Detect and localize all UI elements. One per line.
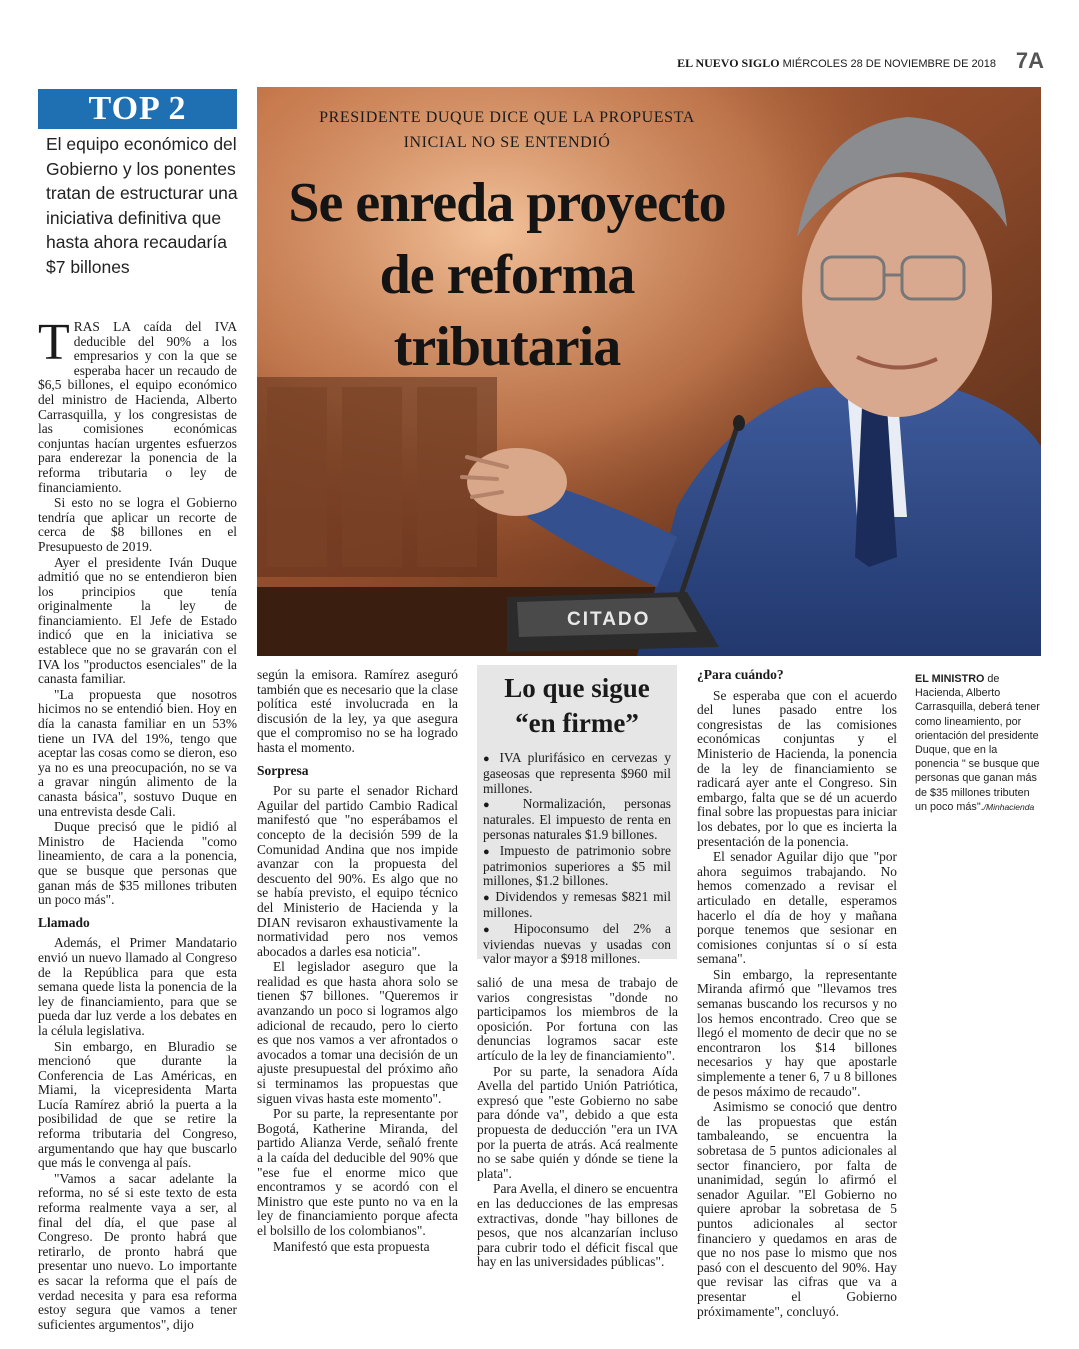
nameplate-text: CITADO (567, 609, 651, 630)
paragraph: Asimismo se conoció que dentro de las propuestas que están tambaleando, se encuentra la sobretasa de 5 puntos adicionales al sector financiero, por falta de unanimidad, según lo afirmó el senador Aguilar. "El Gobierno no quiere aprobar la sobretasa de 5 puntos adicionales al sector financiero y quedamos en aras de que no nos pase lo mismo que nos pasó con el descuento del 90%. Hay que revisar las cifras que va a presentar el Gobierno próximamente", concluyó. (697, 1099, 897, 1319)
article-kicker: PRESIDENTE DUQUE DICE QUE LA PROPUESTA INICIAL NO SE ENTENDIÓ (319, 109, 695, 151)
sidebar-item (483, 890, 671, 921)
paragraph: Sin embargo, la representante Miranda afirmó que "llevamos tres semanas buscando los recursos y no los hemos encontrado. Creo que se llegó el momento de decir que no se encontraron los $14 billones necesarios y hay que apostarle simplemente a tener 6, 7 u 8 billones de pesos máximo de recaudo". (697, 966, 897, 1099)
sidebar-item (483, 844, 671, 889)
paragraph: El senador Aguilar dijo que "por ahora seguimos trabajando. No hemos comenzado a revisar el articulado en detalle, esperamos hacerlo el día de hoy y mañana porque tenemos que sesionar en comisiones conjuntas sí o sí esta semana". (697, 849, 897, 967)
paragraph: según la emisora. Ramírez aseguró también que es necesario que la clase política esté involucrada en la discusión de la ley, ya que asegura que el compromiso no se ha logrado hasta el momento. (257, 667, 458, 755)
paragraph: Si esto no se logra el Gobierno tendría que aplicar un recorte de cerca de $8 billones en el Presupuesto de 2019. (38, 495, 237, 554)
paragraph: Además, el Primer Mandatario envió un nuevo llamado al Congreso de la República para que esta semana quede lista la ponencia de la ley de financiamiento, para que se pueda dar luz verde a los debates en la célula legislativa. (38, 935, 237, 1038)
sidebar-item-text: Impuesto de patrimonio sobre patrimonios superiores a $5 mil millones, $1.2 billones. (483, 842, 671, 889)
main-photo (257, 87, 1041, 656)
paragraph: El legislador aseguro que la realidad es que hasta ahora solo se tienen $7 billones. "Queremos ir avanzando un poco si logramos algo adicional de recaudo, pero lo cierto es que nos vamos a ver afrontados o avocados a tomar una decisión de un ajuste presupuestal del próximo año si terminamos las propuestas que siguen vivas hasta este momento". (257, 959, 458, 1106)
paragraph: Por su parte, la representante por Bogotá, Katherine Miranda, del partido Alianza Verde, señaló frente a la caída del deducible del 90% que "ese fue el enorme mico que encontramos y se acordó con el Ministro que este punto no va en la ley de financiamiento porque afecta el bolsillo de los colombianos". (257, 1106, 458, 1238)
bullet-icon: ● (483, 799, 523, 812)
paragraph-text: RAS LA caída del IVA deducible del 90% a los empresarios y con la que se esperaba hacer un recaudo de $6,5 billones, el equipo económico del ministro de Hacienda, Alberto Carrasquilla, y los congresistas de las comisiones económicas conjuntas hacían urgentes esfuerzos para enderezar la ponencia de la reforma tributaria o ley de financiamiento. (38, 319, 237, 495)
drop-cap: T (38, 314, 70, 371)
paragraph: salió de una mesa de trabajo de varios congresistas "donde no participamos los miembros de la oposición. Por fortuna con las denuncias logramos sacar este artículo de la ley de financiamiento". (477, 975, 678, 1063)
top-badge: TOP 2 (38, 89, 237, 129)
paragraph: "Vamos a sacar adelante la reforma, no sé si este texto de esta reforma realmente vaya a ser, al final del día, el que pase al Congreso. De pronto habrá que retirarlo, de pronto habrá que presentar uno nuevo. Lo importante es sacar la reforma que el país de verdad necesita y para esa reforma estoy segura que vamos a tener suficientes argumentos", dijo (38, 1170, 237, 1332)
header-date: MIÉRCOLES 28 DE NOVIEMBRE DE 2018 (782, 58, 996, 70)
paragraph: Sin embargo, en Bluradio se mencionó que durante la Conferencia de Las Américas, en Miami, la vicepresidenta Marta Lucía Ramírez abrió la puerta a la posibilidad de que se retire la reforma tributaria del Congreso, argumentando que hay que buscarlo que más le convenga al país. (38, 1038, 237, 1171)
article-column-2 (257, 668, 458, 1255)
caption-text: de Hacienda, Alberto Carrasquilla, deberá tener como lineamiento, por orientación del presidente Duque, que en la ponencia " se busque que personas que ganan más de $35 millones tributen un poco más". (915, 673, 1040, 813)
sidebar-item-text: IVA plurifásico en cervezas y gaseosas que representa $960 mil millones. (483, 750, 671, 796)
article-column-4 (697, 668, 897, 1320)
caption-lead: EL MINISTRO (915, 673, 985, 685)
paragraph (38, 314, 237, 495)
page-number: 7A (1015, 48, 1044, 73)
subheading: Llamado (38, 914, 90, 930)
sidebar-item-text: Normalización, personas naturales. El impuesto de renta en personas naturales $1.9 billones. (483, 796, 671, 842)
bullet-icon: ● (483, 892, 496, 905)
sidebar-item (483, 797, 671, 842)
top-summary: El equipo económico del Gobierno y los ponentes tratan de estructurar una iniciativa definitiva que hasta ahora recaudaría $7 billones (46, 134, 238, 277)
paragraph: Ayer el presidente Iván Duque admitió que no se entendieron bien los principios que tenía originalmente la ley de financiamiento. El Jefe de Estado indicó que en la iniciativa se establece que no se gravarán con el IVA los "productos esenciales" de la canasta familiar. (38, 554, 237, 687)
sidebar-item-text: Hipoconsumo del 2% a viviendas nuevas y usadas con valor mayor a $918 millones. (483, 920, 671, 967)
paragraph: Para Avella, el dinero se encuentra en las deducciones de las empresas extractivas, donde "hay billones de pesos, que nos alcanzarían incluso para cubrir todo el déficit fiscal que hay en las universidades públicas". (477, 1181, 678, 1270)
sidebar-item (483, 922, 671, 967)
bullet-icon: ● (483, 923, 514, 936)
page-header (600, 46, 1048, 76)
paragraph: Por su parte, la senadora Aída Avella del partido Unión Patriótica, expresó que "este Gobierno no sabe para dónde va", debido a que esta propuesta de deducción "era un IVA por la puerta de atrás. Acá realmente no se sabe quién y dónde se tiene la plata". (477, 1063, 678, 1181)
header-dateline (677, 56, 996, 71)
article-column-3 (477, 976, 678, 1271)
photo-credit: /Minhacienda (983, 801, 1035, 812)
article-headline: Se enreda proyecto de reforma tributaria (288, 172, 726, 378)
bullet-icon: ● (483, 845, 500, 858)
paragraph: Duque precisó que le pidió al Ministro de Hacienda "como lineamiento, de cara a la ponencia, que se busque que personas que ganan más de $35 millones tributen un poco más". (38, 819, 237, 908)
sidebar-item (483, 751, 671, 796)
paragraph: Se esperaba que con el acuerdo del lunes pasado entre los congresistas de las comisiones económicas conjuntas y el Ministerio de Hacienda, la ponencia de la ley de financiamiento se radicará ayer ante el Congreso. Sin embargo, falta que se dé un acuerdo final sobre las propuestas para iniciar los debates, por lo que es incierta la presentación de la ponencia. (697, 687, 897, 849)
sidebar-box (477, 665, 677, 967)
photo-caption (915, 672, 1041, 814)
article-column-1 (38, 314, 237, 1333)
bullet-icon: ● (483, 753, 500, 765)
paragraph: Por su parte el senador Richard Aguilar del partido Cambio Radical manifestó que "no esperábamos el concepto de la decisión 599 de la Comunidad Andina que nos impide avanzar con la propuesta del descuento del 90%. Es algo que no se había previsto, el equipo técnico del Ministerio de Hacienda y la DIAN revisaron exhaustivamente la normatividad pero nos vemos abocados a darles esa noticia". (257, 783, 458, 959)
paragraph: "La propuesta que nosotros hicimos no se entendió bien. Hoy en día la canasta familiar en un 53% tiene un IVA del 19%, tengo que aceptar las cosas como se dieron, eso ya no es una preocupación, no se va a gravar ningún alimento de la canasta básica", sostuvo Duque en una entrevista desde Cali. (38, 686, 237, 819)
sidebar-title: Lo que sigue “en firme” (504, 673, 650, 738)
sidebar-item-text: Dividendos y remesas $821 mil millones. (483, 889, 671, 920)
newspaper-name: EL NUEVO SIGLO (677, 56, 780, 70)
paragraph: Manifestó que esta propuesta (273, 1238, 430, 1254)
subheading: Sorpresa (257, 762, 309, 778)
subheading: ¿Para cuándo? (697, 667, 784, 682)
